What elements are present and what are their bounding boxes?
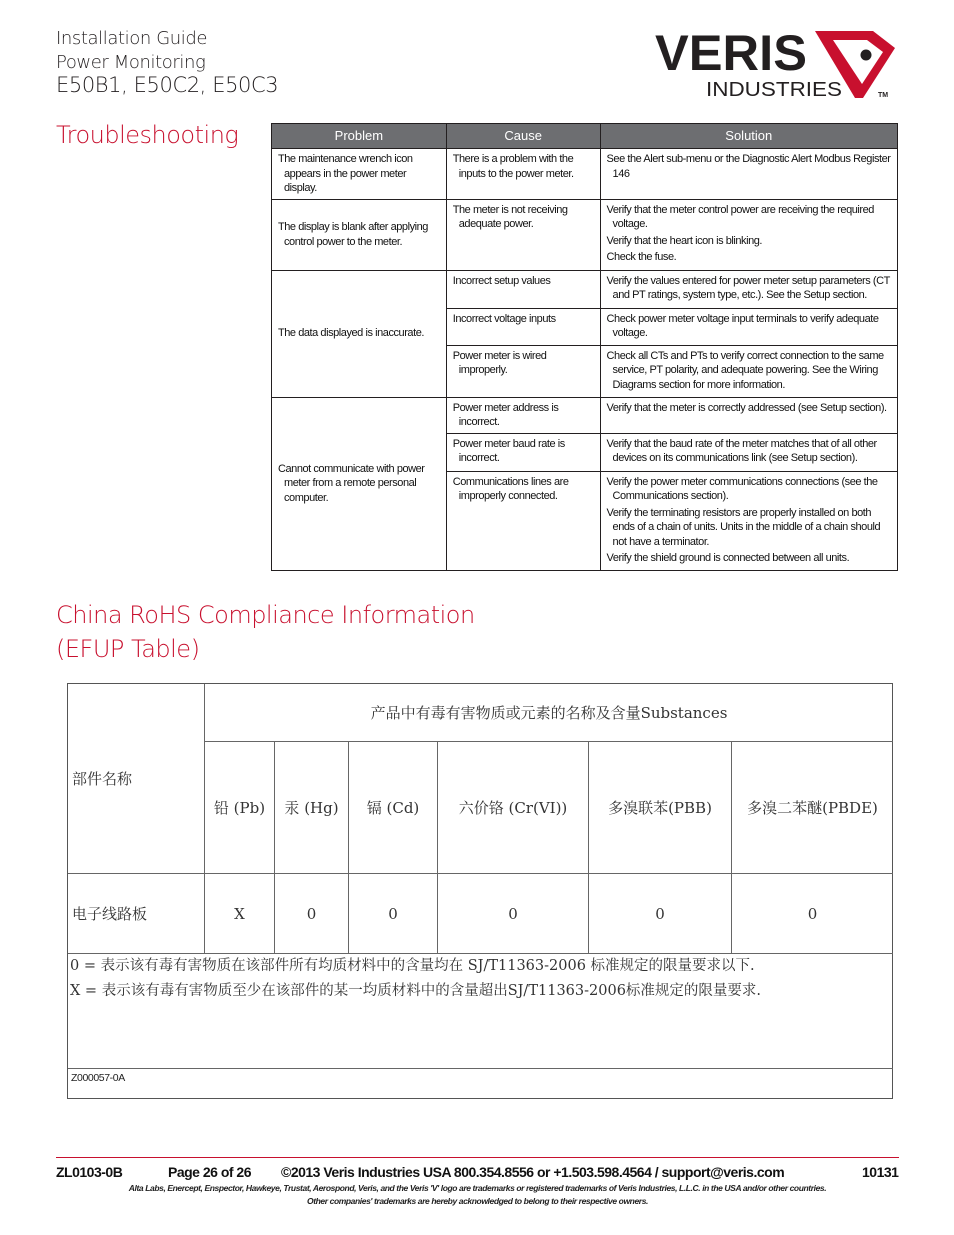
cause-cell: Power meter address is incorrect. — [446, 397, 600, 433]
part-name-header: 部件名称 — [72, 770, 133, 788]
problem-header: Problem — [272, 124, 447, 149]
rohs-document-code: Z000057-0A — [71, 1072, 125, 1084]
legend-note-zero: 0 = 表示该有毒有害物质在该部件所有均质材料中的含量均在 SJ/T11363-2006 标准规定的限量要求以下. — [70, 958, 755, 974]
cause-cell: Power meter is wired improperly. — [446, 345, 600, 397]
cause-cell: Incorrect setup values — [446, 270, 600, 308]
cause-cell: The meter is not receiving adequate power. — [446, 199, 600, 270]
product-category: Power Monitoring — [56, 52, 206, 73]
footer-trademark-notice-others: Other companies' trademarks are hereby acknowledged to belong to their respective owners. — [306, 1196, 648, 1206]
column-lead: 铅 (Pb) — [213, 799, 266, 817]
logo-subtitle: INDUSTRIES — [706, 79, 842, 101]
logo-trademark: TM — [878, 92, 889, 99]
solution-cell: Verify that the meter is correctly addressed (see Setup section). — [600, 397, 897, 433]
solution-cell: Verify that the baud rate of the meter matches that of all other devices on its communications link (see Setup section). — [600, 433, 897, 471]
column-pbde: 多溴二苯醚(PBDE) — [747, 799, 878, 817]
value-lead: X — [234, 904, 245, 923]
table-row — [272, 397, 898, 433]
table-row — [272, 270, 898, 308]
table-header-row — [272, 124, 898, 149]
solution-header: Solution — [600, 124, 897, 149]
column-mercury: 汞 (Hg) — [284, 799, 339, 817]
rohs-subheading: (EFUP Table) — [56, 635, 200, 663]
cause-cell: Communications lines are improperly connected. — [446, 471, 600, 570]
rohs-efup-table — [67, 683, 893, 1099]
row-label-circuit-board: 电子线路板 — [72, 905, 148, 923]
solution-cell: Check power meter voltage input terminals to verify adequate voltage. — [600, 308, 897, 345]
value-cadmium: 0 — [388, 904, 398, 923]
value-pbde: 0 — [807, 904, 818, 923]
footer-divider — [56, 1157, 899, 1158]
solution-cell: Verify the values entered for power meter setup parameters (CT and PT ratings, system type, etc.). See the Setup section. — [600, 270, 897, 308]
problem-cell: The data displayed is inaccurate. — [272, 270, 447, 397]
column-cadmium: 镉 (Cd) — [366, 799, 420, 817]
product-models: E50B1, E50C2, E50C3 — [56, 73, 279, 97]
problem-cell: The display is blank after applying control power to the meter. — [272, 199, 447, 270]
cause-cell: There is a problem with the inputs to the power meter. — [446, 149, 600, 200]
footer-document-number: ZL0103-0B — [56, 1164, 123, 1180]
solution-cell: Verify that the meter control power are receiving the required voltage. Verify that the heart icon is blinking. Check the fuse. — [600, 199, 897, 270]
footer-contact: ©2013 Veris Industries USA 800.354.8556 or +1.503.598.4564 / support@veris.com — [281, 1164, 785, 1180]
footer-code: 10131 — [862, 1164, 899, 1180]
logo-wordmark: VERIS — [655, 26, 807, 81]
cause-cell: Power meter baud rate is incorrect. — [446, 433, 600, 471]
troubleshooting-table — [271, 123, 898, 571]
column-pbb: 多溴联苯(PBB) — [608, 799, 712, 817]
veris-industries-logo — [655, 26, 900, 102]
solution-cell: Check all CTs and PTs to verify correct connection to the same service, PT polarity, and adequate powering. See the Wiring Diagrams section for more information. — [600, 345, 897, 397]
solution-cell: Verify the power meter communications connections (see the Communications section). Verify the terminating resistors are properly installed on both ends of a chain of units. Units in the middle of a chain should not have a terminator. Verify the shield ground is connected between all units. — [600, 471, 897, 570]
table-row — [272, 199, 898, 270]
substances-header: 产品中有毒有害物质或元素的名称及含量Substances — [370, 704, 728, 722]
guide-type: Installation Guide — [56, 28, 208, 49]
problem-cell: The maintenance wrench icon appears in the power meter display. — [272, 149, 447, 200]
problem-cell: Cannot communicate with power meter from a remote personal computer. — [272, 397, 447, 570]
solution-cell: See the Alert sub-menu or the Diagnostic Alert Modbus Register 146 — [600, 149, 897, 200]
footer-trademark-notice: Alta Labs, Enercept, Enspector, Hawkeye, Trustat, Aerospond, Veris, and the Veris 'V' logo are trademarks or registered trademarks of Veris Industries, L.L.C. in the USA and/or other countries. — [128, 1183, 827, 1193]
troubleshooting-heading: Troubleshooting — [56, 121, 239, 149]
column-chromium-vi: 六价铬 (Cr(VI)) — [458, 799, 568, 817]
footer-page-number: Page 26 of 26 — [168, 1164, 251, 1180]
value-mercury: 0 — [306, 904, 317, 923]
value-pbb: 0 — [655, 904, 665, 923]
legend-note-x: X = 表示该有毒有害物质至少在该部件的某一均质材料中的含量超出SJ/T11363-2006标准规定的限量要求. — [70, 983, 762, 999]
table-row — [272, 149, 898, 200]
value-chromium-vi: 0 — [508, 904, 518, 923]
cause-cell: Incorrect voltage inputs — [446, 308, 600, 345]
cause-header: Cause — [446, 124, 600, 149]
rohs-heading: China RoHS Compliance Information — [56, 601, 475, 629]
